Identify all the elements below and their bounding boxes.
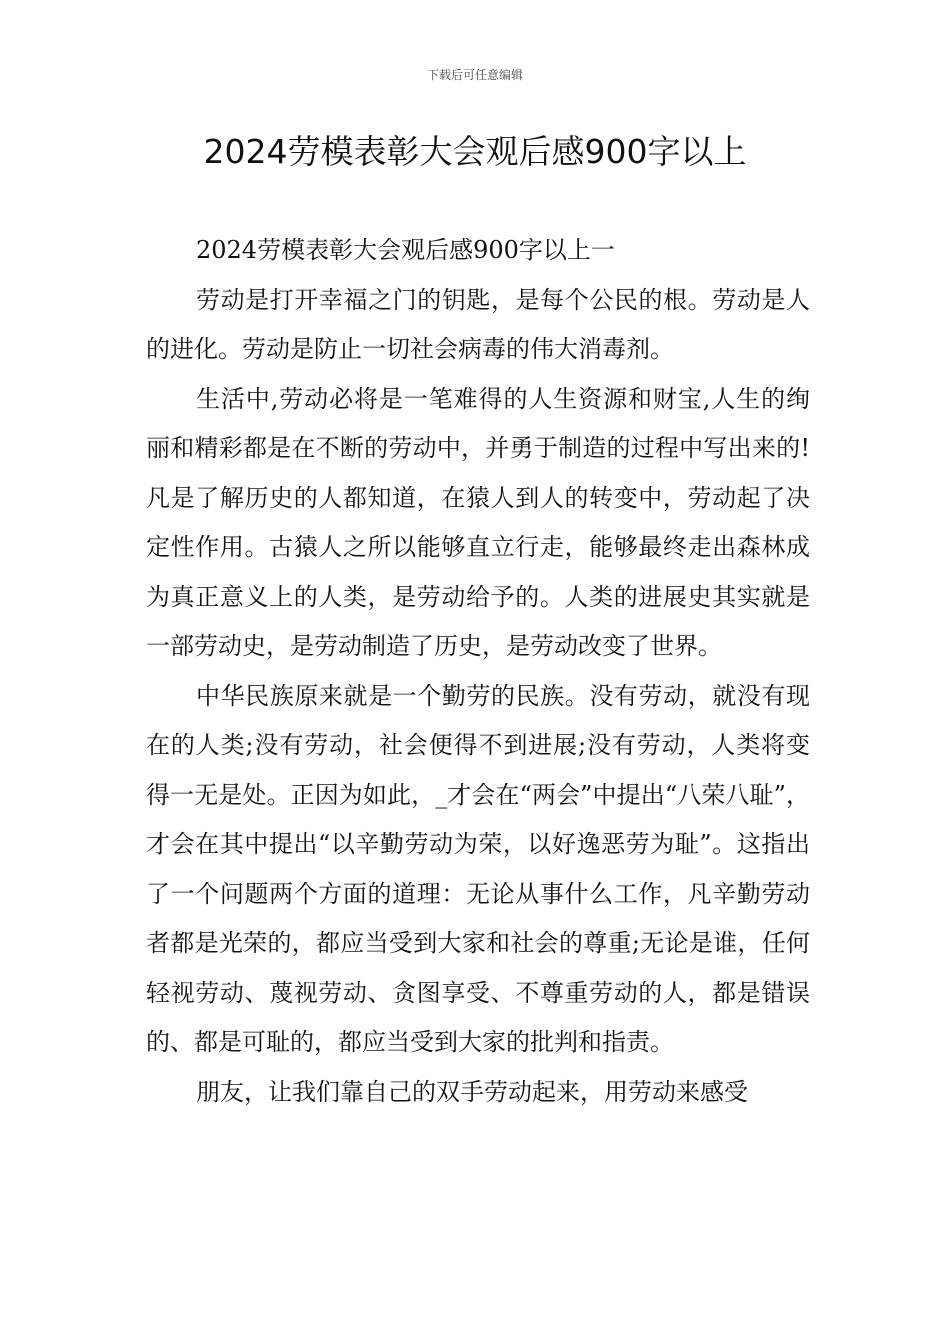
paragraph: 生活中,劳动必将是一笔难得的人生资源和财宝,人生的绚丽和精彩都是在不断的劳动中，并勇于制造的过程中写出来的!凡是了解历史的人都知道，在猿人到人的转变中，劳动起了决定性作用。古猿人之所以能够直立行走，能够最终走出森林成为真正意义上的人类，是劳动给予的。人类的进展史其实就是一部劳动史，是劳动制造了历史，是劳动改变了世界。 <box>146 384 810 660</box>
paragraph: 中华民族原来就是一个勤劳的民族。没有劳动，就没有现在的人类;没有劳动，社会便得不到进展;没有劳动，人类将变得一无是处。正因为如此，_才会在“两会”中提出“八荣八耻”，才会在其中提出“以辛勤劳动为荣，以好逸恶劳为耻”。这指出了一个问题两个方面的道理：无论从事什么工作，凡辛勤劳动者都是光荣的，都应当受到大家和社会的尊重;无论是谁，任何轻视劳动、蔑视劳动、贪图享受、不尊重劳动的人，都是错误的、都是可耻的，都应当受到大家的批判和指责。 <box>146 681 810 1056</box>
document-body <box>146 226 810 1117</box>
paragraph: 朋友，让我们靠自己的双手劳动起来，用劳动来感受 <box>196 1077 748 1106</box>
paragraph: 劳动是打开幸福之门的钥匙，是每个公民的根。劳动是人的进化。劳动是防止一切社会病毒的伟大消毒剂。 <box>146 285 810 363</box>
header-note: 下载后可任意编辑 <box>426 68 523 82</box>
paragraph-subtitle: 2024劳模表彰大会观后感900字以上一 <box>196 236 615 264</box>
document-title: 2024劳模表彰大会观后感900字以上 <box>203 132 747 171</box>
